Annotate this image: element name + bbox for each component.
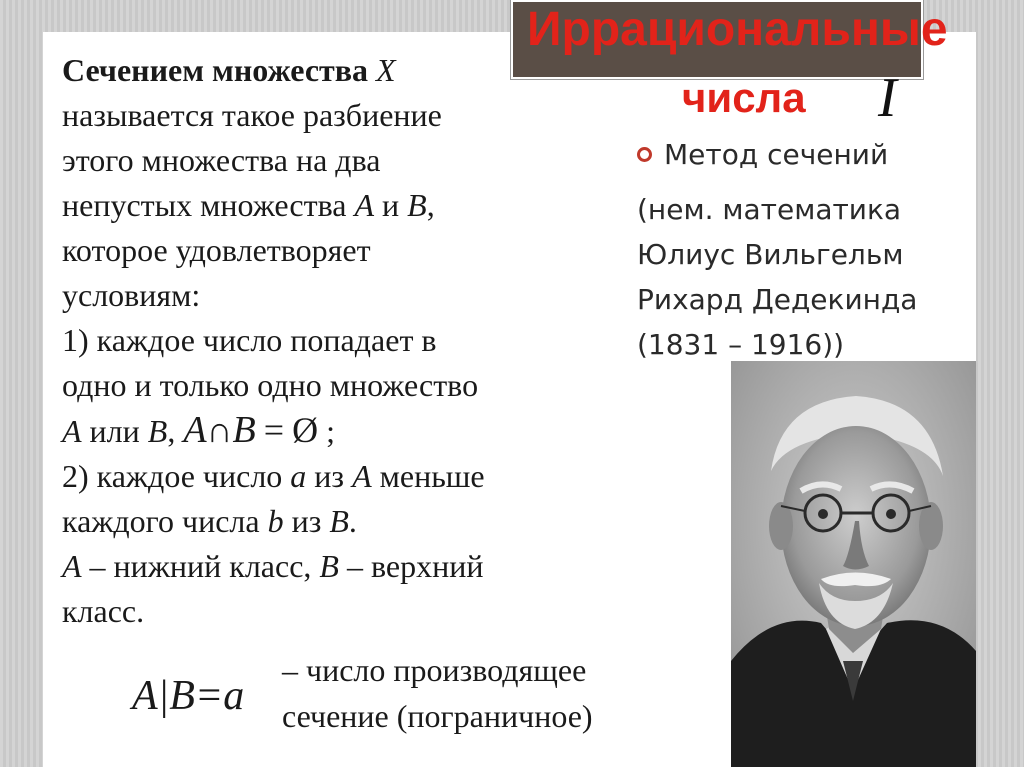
- condition-2-cont: каждого числа b из B.: [62, 503, 357, 539]
- term-bold: Сечением множества: [62, 52, 369, 88]
- definition-line: условиям:: [62, 277, 201, 313]
- definition-line: непустых множества A и B,: [62, 187, 435, 223]
- condition-2: 2) каждое число a из A меньше: [62, 458, 485, 494]
- definition-line: [62, 48, 622, 93]
- definition-line: которое удовлетворяет: [62, 232, 371, 268]
- cut-formula: A|B=a: [132, 673, 245, 719]
- irrational-set-symbol: I: [878, 67, 897, 129]
- side-note: [637, 132, 977, 367]
- cut-formula-description: – число производящее сечение (пограничное): [282, 652, 593, 734]
- bullet-item: Метод сечений: [637, 132, 977, 177]
- side-note-line: (1831 – 1916)): [637, 328, 845, 361]
- dedekind-portrait: [731, 361, 976, 767]
- definition-line: называется такое разбиение: [62, 97, 442, 133]
- class-definition: A – нижний класс, B – верхний: [62, 548, 484, 584]
- circle-bullet-icon: [637, 147, 652, 162]
- condition-1-formula-line: A или B, A∩B = Ø ;: [62, 409, 335, 451]
- side-note-line: (нем. математика: [637, 193, 902, 226]
- slide-title: Иррациональные: [527, 3, 948, 56]
- slide-title-line2: числа: [682, 74, 806, 121]
- var-X: X: [376, 52, 396, 88]
- condition-1-cont: одно и только одно множество: [62, 367, 479, 403]
- definition-text: [62, 48, 622, 634]
- intersection-formula: A∩B = Ø ;: [183, 409, 335, 451]
- side-note-line: Рихард Дедекинда: [637, 283, 918, 316]
- side-note-line: Юлиус Вильгельм: [637, 238, 904, 271]
- definition-line: этого множества на два: [62, 142, 381, 178]
- class-definition-cont: класс.: [62, 593, 145, 629]
- condition-1: 1) каждое число попадает в: [62, 322, 437, 358]
